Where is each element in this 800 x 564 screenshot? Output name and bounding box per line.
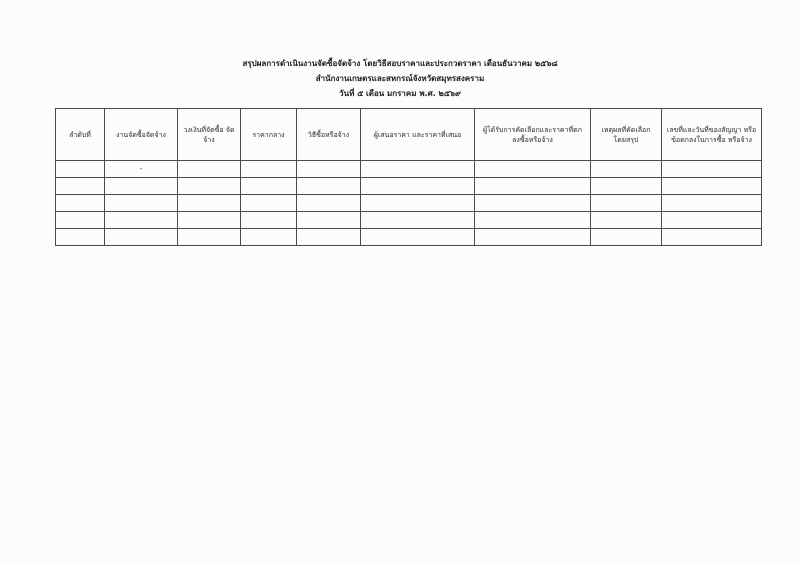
report-date: วันที่ ๕ เดือน มกราคม พ.ศ. ๒๕๖๙ xyxy=(339,89,461,98)
table-row xyxy=(56,195,762,212)
header-median-price: ราคากลาง xyxy=(241,109,297,161)
table-header-row xyxy=(56,109,762,161)
table-cell xyxy=(241,212,297,229)
table-cell xyxy=(591,229,662,246)
table-cell xyxy=(361,229,475,246)
table-cell xyxy=(56,161,105,178)
header-procurement-work: งานจัดซื้อจัดจ้าง xyxy=(105,109,178,161)
document-title: สรุปผลการดำเนินงานจัดซื้อจัดจ้าง โดยวิธีสอบราคาและประกวดราคา เดือนธันวาคม ๒๕๖๘ xyxy=(242,59,558,68)
table-cell xyxy=(56,212,105,229)
table-cell xyxy=(361,178,475,195)
table-cell xyxy=(178,229,241,246)
table-cell xyxy=(297,229,361,246)
agency-name: สำนักงานเกษตรและสหกรณ์จังหวัดสมุทรสงคราม xyxy=(315,74,485,83)
table-cell xyxy=(361,161,475,178)
table-cell xyxy=(662,229,762,246)
table-cell xyxy=(105,212,178,229)
table-cell xyxy=(178,195,241,212)
table-cell xyxy=(361,195,475,212)
table-row xyxy=(56,178,762,195)
table-row xyxy=(56,212,762,229)
table-cell xyxy=(178,161,241,178)
header-budget: วงเงินที่จัดซื้อ จัดจ้าง xyxy=(178,109,241,161)
table-cell xyxy=(297,178,361,195)
table-cell xyxy=(591,178,662,195)
header-reason: เหตุผลที่คัดเลือก โดยสรุป xyxy=(591,109,662,161)
header-bidders: ผู้เสนอราคา และราคาที่เสนอ xyxy=(361,109,475,161)
header-method: วิธีซื้อหรือจ้าง xyxy=(297,109,361,161)
table-cell xyxy=(178,178,241,195)
table-cell xyxy=(241,195,297,212)
table-cell xyxy=(475,161,591,178)
table-cell xyxy=(105,195,178,212)
procurement-summary-table xyxy=(55,108,762,246)
table-cell: - xyxy=(105,161,178,178)
table-cell xyxy=(591,212,662,229)
table-cell xyxy=(591,195,662,212)
table-cell xyxy=(56,195,105,212)
table-cell xyxy=(241,178,297,195)
header-selected-vendor: ผู้ได้รับการคัดเลือกและราคาที่ตก ลงซื้อหรือจ้าง xyxy=(475,109,591,161)
table-cell xyxy=(56,178,105,195)
table-cell xyxy=(56,229,105,246)
table-cell xyxy=(662,195,762,212)
table-cell xyxy=(662,212,762,229)
table-row xyxy=(56,229,762,246)
table-cell xyxy=(297,195,361,212)
table-cell xyxy=(241,229,297,246)
table-cell xyxy=(105,178,178,195)
table-cell xyxy=(475,229,591,246)
table-cell xyxy=(178,212,241,229)
table-cell xyxy=(662,178,762,195)
table-body xyxy=(56,161,762,246)
header-sequence: ลำดับที่ xyxy=(56,109,105,161)
document-header xyxy=(0,56,800,101)
table-cell xyxy=(662,161,762,178)
table-cell xyxy=(475,195,591,212)
table-cell xyxy=(105,229,178,246)
table-cell xyxy=(361,212,475,229)
table-cell xyxy=(241,161,297,178)
table-cell xyxy=(297,212,361,229)
header-contract: เลขที่และวันที่ของสัญญา หรือข้อตกลงในการซื้อ หรือจ้าง xyxy=(662,109,762,161)
table-cell xyxy=(297,161,361,178)
table-cell xyxy=(475,212,591,229)
table-row xyxy=(56,161,762,178)
table-cell xyxy=(475,178,591,195)
table-cell xyxy=(591,161,662,178)
